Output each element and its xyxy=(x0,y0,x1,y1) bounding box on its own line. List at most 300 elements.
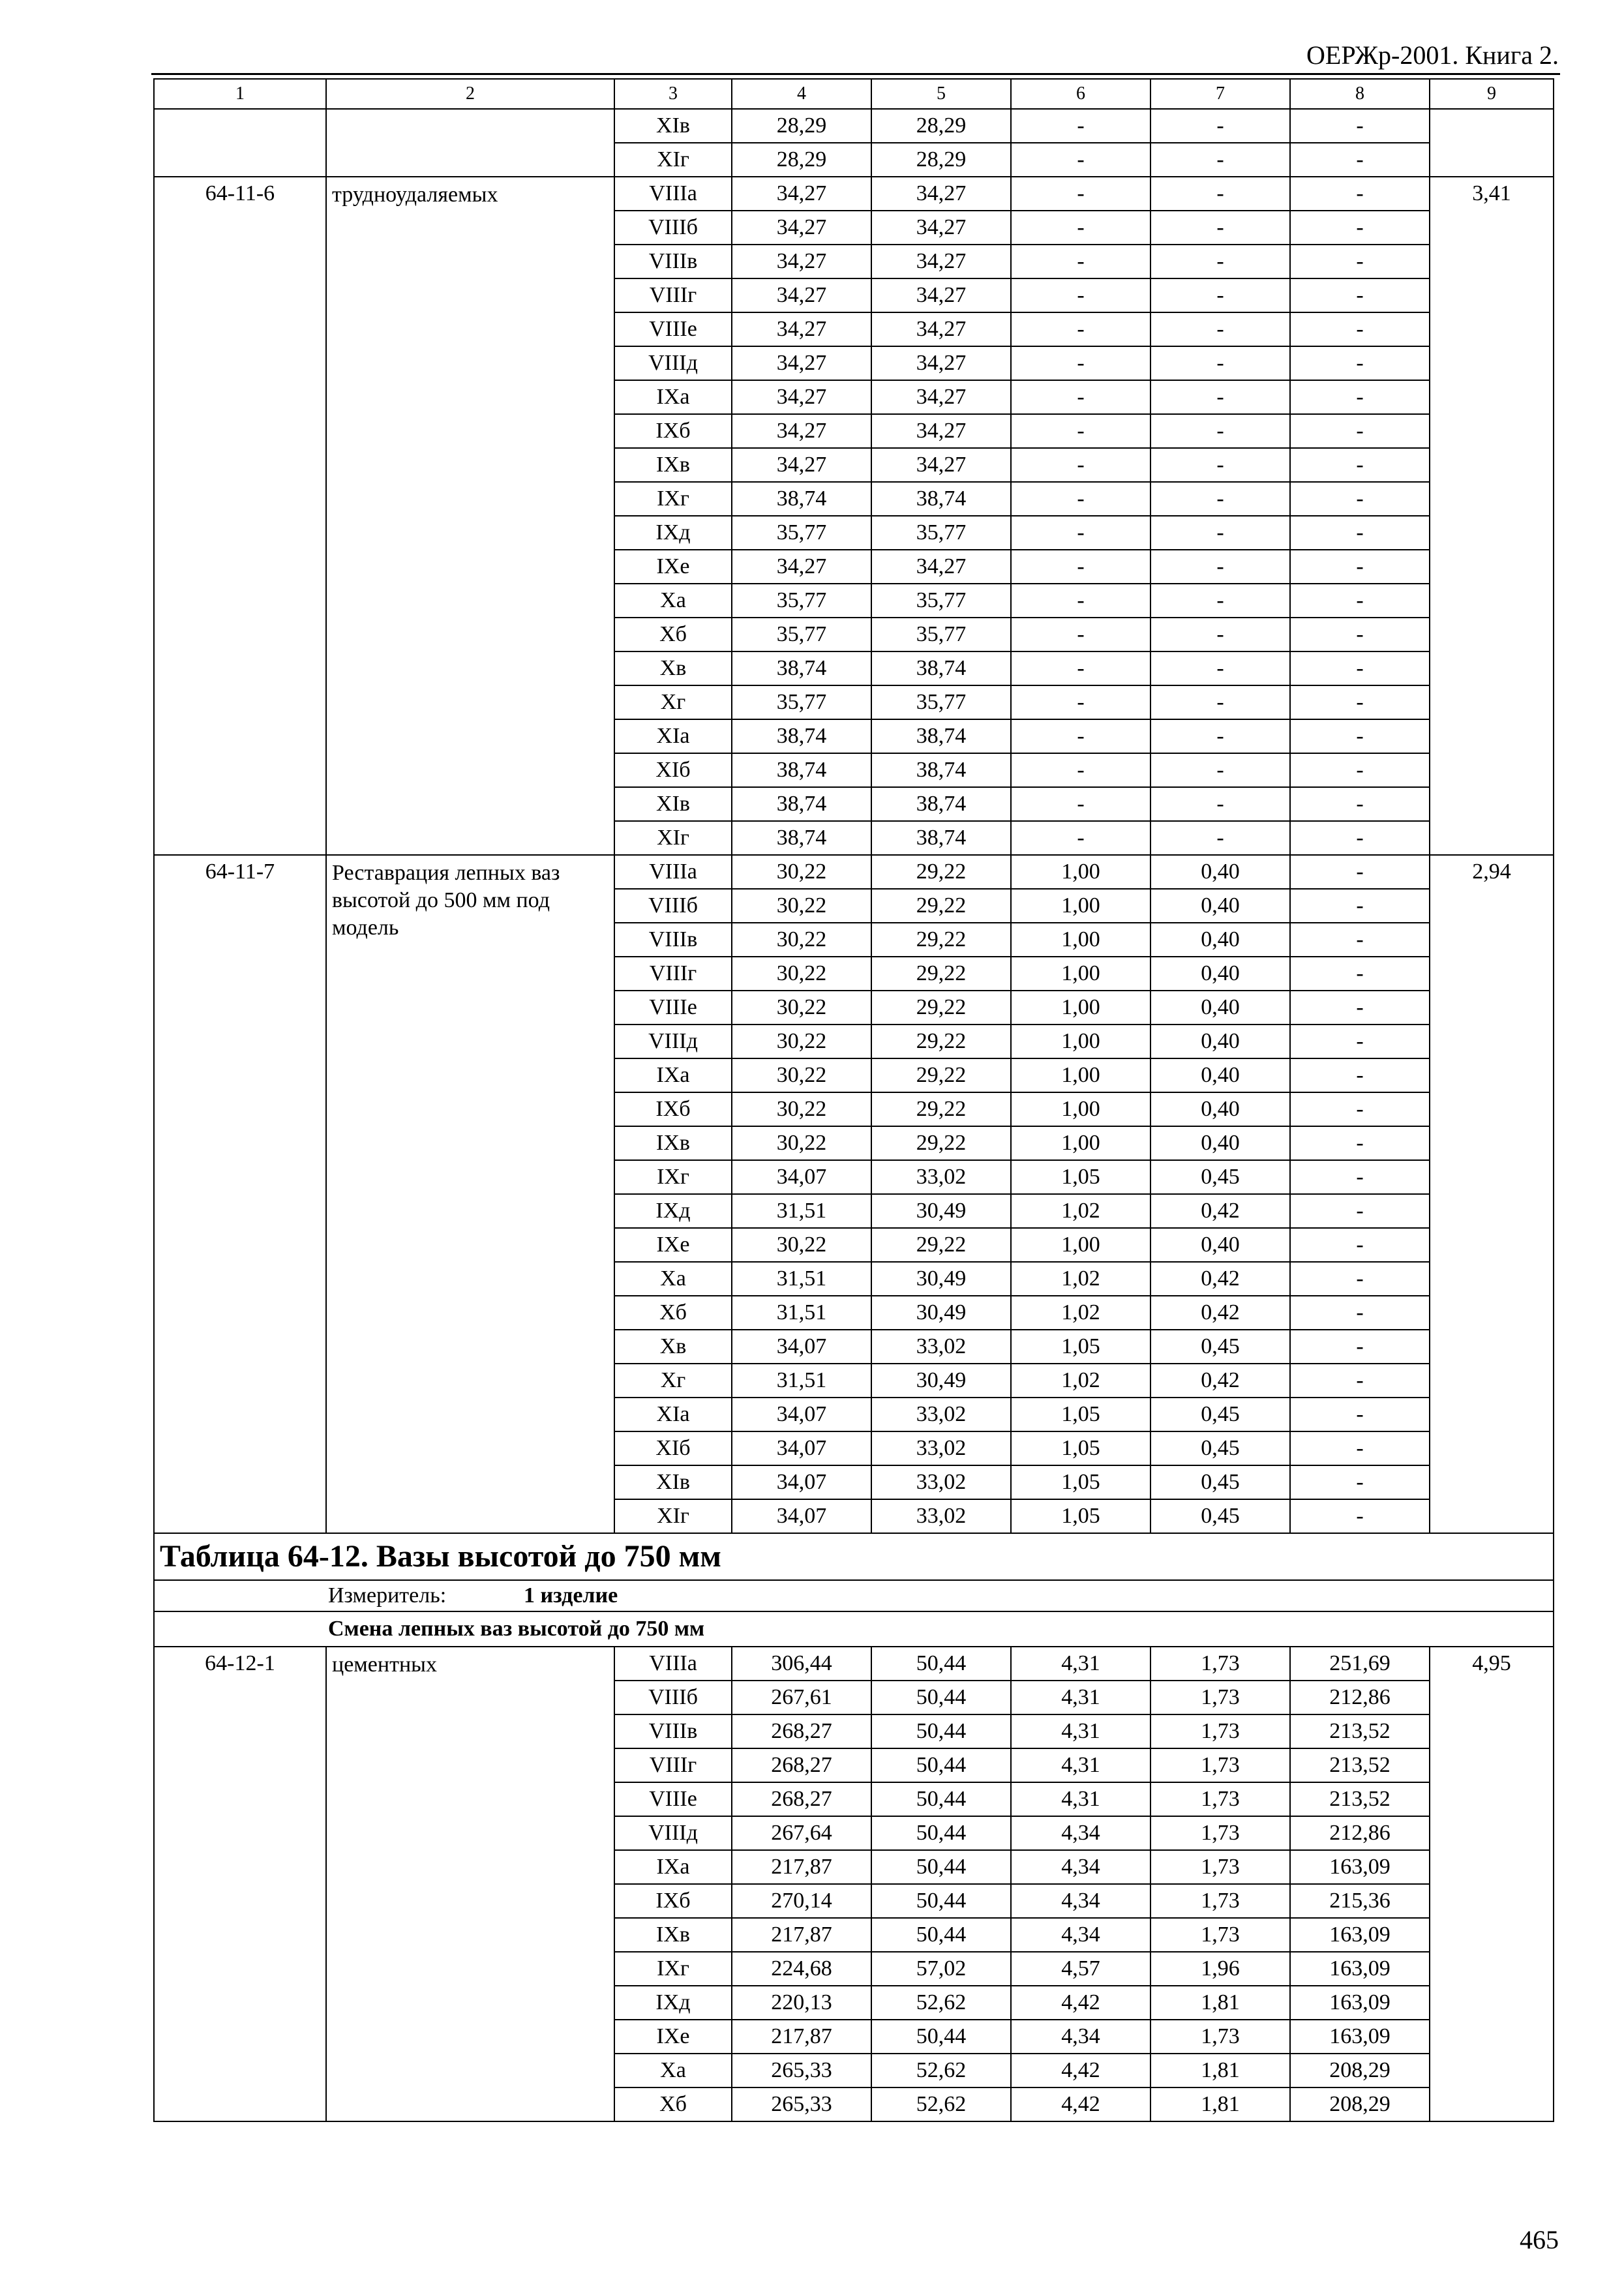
column-number: 5 xyxy=(871,79,1011,109)
value-cell: - xyxy=(1290,1025,1430,1058)
zone-cell: Xб xyxy=(614,2087,732,2121)
value-cell: 35,77 xyxy=(732,584,871,618)
value-cell: 38,74 xyxy=(732,482,871,516)
value-cell: - xyxy=(1290,1296,1430,1330)
value-cell: 34,27 xyxy=(871,211,1011,245)
value-cell: - xyxy=(1150,211,1290,245)
zone-cell: VIIIг xyxy=(614,957,732,991)
value-cell: - xyxy=(1290,1126,1430,1160)
value-cell: 0,40 xyxy=(1150,1058,1290,1092)
zone-cell: XIг xyxy=(614,1499,732,1533)
value-cell: - xyxy=(1290,211,1430,245)
value-cell: - xyxy=(1011,584,1150,618)
value-cell: 33,02 xyxy=(871,1398,1011,1431)
value-cell: 251,69 xyxy=(1290,1647,1430,1681)
value-cell: 1,73 xyxy=(1150,1714,1290,1748)
value-cell: 0,40 xyxy=(1150,855,1290,889)
column-number: 9 xyxy=(1430,79,1554,109)
value-cell: - xyxy=(1150,109,1290,143)
value-cell: 268,27 xyxy=(732,1714,871,1748)
zone-cell: IXд xyxy=(614,1194,732,1228)
rates-table xyxy=(153,78,1554,2122)
zone-cell: XIа xyxy=(614,1398,732,1431)
value-cell: 34,07 xyxy=(732,1499,871,1533)
zone-cell: Xа xyxy=(614,584,732,618)
value-cell: 34,27 xyxy=(871,448,1011,482)
value-cell: - xyxy=(1150,482,1290,516)
value-cell: 306,44 xyxy=(732,1647,871,1681)
value-cell: 34,27 xyxy=(871,312,1011,346)
value-cell: - xyxy=(1290,312,1430,346)
value-cell: - xyxy=(1290,177,1430,211)
section-title-row xyxy=(154,1611,1554,1647)
value-cell: 33,02 xyxy=(871,1431,1011,1465)
value-cell: - xyxy=(1150,787,1290,821)
value-cell: - xyxy=(1290,753,1430,787)
value-cell: 1,73 xyxy=(1150,2020,1290,2054)
value-cell: 34,27 xyxy=(732,414,871,448)
value-cell: 163,09 xyxy=(1290,1986,1430,2020)
value-cell: - xyxy=(1011,719,1150,753)
value-cell: - xyxy=(1150,753,1290,787)
value-cell: - xyxy=(1150,618,1290,651)
value-cell: 38,74 xyxy=(732,651,871,685)
value-cell: 34,27 xyxy=(732,346,871,380)
zone-cell: IXд xyxy=(614,516,732,550)
value-cell: 1,00 xyxy=(1011,1092,1150,1126)
meter-label: Измеритель: xyxy=(328,1583,447,1608)
value-cell: 34,27 xyxy=(871,346,1011,380)
value-cell: 38,74 xyxy=(871,651,1011,685)
value-cell: - xyxy=(1150,584,1290,618)
zone-cell: Xб xyxy=(614,1296,732,1330)
value-cell: 33,02 xyxy=(871,1499,1011,1533)
value-cell: 1,05 xyxy=(1011,1330,1150,1364)
value-cell: 35,77 xyxy=(871,584,1011,618)
value-cell: - xyxy=(1011,651,1150,685)
value-cell: 0,42 xyxy=(1150,1194,1290,1228)
value-cell: - xyxy=(1150,414,1290,448)
value-cell: - xyxy=(1290,685,1430,719)
value-cell: 4,34 xyxy=(1011,2020,1150,2054)
zone-cell: Xв xyxy=(614,651,732,685)
value-cell: 34,07 xyxy=(732,1465,871,1499)
value-cell: 212,86 xyxy=(1290,1816,1430,1850)
zone-cell: Xа xyxy=(614,2054,732,2087)
value-cell: 4,42 xyxy=(1011,1986,1150,2020)
zone-cell: VIIIв xyxy=(614,923,732,957)
value-cell: - xyxy=(1011,245,1150,278)
value-cell: 163,09 xyxy=(1290,1918,1430,1952)
value-cell: 29,22 xyxy=(871,957,1011,991)
value-cell: 0,40 xyxy=(1150,1025,1290,1058)
value-cell: 1,73 xyxy=(1150,1681,1290,1714)
value-cell: 1,81 xyxy=(1150,1986,1290,2020)
value-cell: - xyxy=(1150,821,1290,855)
zone-cell: Xб xyxy=(614,618,732,651)
value-cell: 215,36 xyxy=(1290,1884,1430,1918)
value-cell: - xyxy=(1290,1499,1430,1533)
value-cell: 1,73 xyxy=(1150,1850,1290,1884)
value-cell: 38,74 xyxy=(871,787,1011,821)
zone-cell: IXа xyxy=(614,380,732,414)
zone-cell: VIIIв xyxy=(614,1714,732,1748)
value-cell: 224,68 xyxy=(732,1952,871,1986)
zone-cell: IXд xyxy=(614,1986,732,2020)
value-cell: 4,34 xyxy=(1011,1816,1150,1850)
value-cell: - xyxy=(1290,821,1430,855)
value-cell: - xyxy=(1290,1194,1430,1228)
meter-cell xyxy=(154,1580,1554,1611)
value-cell: - xyxy=(1011,787,1150,821)
value-cell: 52,62 xyxy=(871,1986,1011,2020)
table-row xyxy=(154,177,1554,211)
value-cell: 0,42 xyxy=(1150,1296,1290,1330)
page-number: 465 xyxy=(1520,2225,1559,2254)
value-cell: - xyxy=(1011,753,1150,787)
value-cell: 208,29 xyxy=(1290,2054,1430,2087)
value-cell: - xyxy=(1011,109,1150,143)
value-cell: - xyxy=(1150,719,1290,753)
value-cell: - xyxy=(1290,143,1430,177)
value-cell: - xyxy=(1290,380,1430,414)
value-cell: 33,02 xyxy=(871,1330,1011,1364)
value-cell: 0,45 xyxy=(1150,1398,1290,1431)
table-row xyxy=(154,1647,1554,1681)
value-cell: 4,31 xyxy=(1011,1714,1150,1748)
zone-cell: IXг xyxy=(614,482,732,516)
value-cell: - xyxy=(1150,278,1290,312)
value-cell: 0,45 xyxy=(1150,1160,1290,1194)
value-cell: 29,22 xyxy=(871,1228,1011,1262)
zone-cell: Xг xyxy=(614,1364,732,1398)
value-cell: 50,44 xyxy=(871,1850,1011,1884)
column-number: 3 xyxy=(614,79,732,109)
rate-code: 64-12-1 xyxy=(154,1647,326,2121)
value-cell: 1,73 xyxy=(1150,1647,1290,1681)
value-cell: 4,42 xyxy=(1011,2054,1150,2087)
value-cell: 30,49 xyxy=(871,1364,1011,1398)
value-cell: - xyxy=(1011,685,1150,719)
value-cell: 0,45 xyxy=(1150,1465,1290,1499)
zone-cell: XIб xyxy=(614,753,732,787)
value-cell: - xyxy=(1290,991,1430,1025)
value-cell: 1,81 xyxy=(1150,2087,1290,2121)
value-cell: - xyxy=(1150,448,1290,482)
value-cell: - xyxy=(1290,787,1430,821)
zone-cell: VIIIг xyxy=(614,278,732,312)
value-cell: 34,27 xyxy=(732,177,871,211)
zone-cell: IXв xyxy=(614,1126,732,1160)
value-cell: 35,77 xyxy=(871,685,1011,719)
value-cell: - xyxy=(1290,1058,1430,1092)
value-cell: 0,45 xyxy=(1150,1499,1290,1533)
zone-cell: XIг xyxy=(614,821,732,855)
header-rule xyxy=(151,73,1560,75)
value-cell: 30,22 xyxy=(732,1025,871,1058)
value-cell: 0,40 xyxy=(1150,991,1290,1025)
value-cell: - xyxy=(1290,1092,1430,1126)
value-cell: - xyxy=(1150,312,1290,346)
value-cell: 1,05 xyxy=(1011,1499,1150,1533)
value-cell: 1,05 xyxy=(1011,1431,1150,1465)
value-cell: 34,27 xyxy=(871,414,1011,448)
value-cell: 38,74 xyxy=(871,753,1011,787)
value-cell: 30,22 xyxy=(732,889,871,923)
value-cell: - xyxy=(1150,550,1290,584)
value-cell: - xyxy=(1011,516,1150,550)
value-cell: 29,22 xyxy=(871,855,1011,889)
zone-cell: Xа xyxy=(614,1262,732,1296)
value-cell: 1,00 xyxy=(1011,855,1150,889)
meter-value: 1 изделие xyxy=(524,1583,618,1608)
value-cell: 35,77 xyxy=(732,516,871,550)
value-cell: 267,64 xyxy=(732,1816,871,1850)
value-cell: - xyxy=(1011,312,1150,346)
value-cell: 1,00 xyxy=(1011,957,1150,991)
value-cell: 30,49 xyxy=(871,1262,1011,1296)
value-cell: 52,62 xyxy=(871,2087,1011,2121)
value-cell: XIв xyxy=(614,109,732,143)
value-cell: 29,22 xyxy=(871,1058,1011,1092)
value-cell: 31,51 xyxy=(732,1296,871,1330)
value-cell: 265,33 xyxy=(732,2054,871,2087)
document-header: ОЕРЖр-2001. Книга 2. xyxy=(1306,40,1559,70)
column-number: 2 xyxy=(326,79,614,109)
value-cell: 30,22 xyxy=(732,1228,871,1262)
value-cell: - xyxy=(1011,414,1150,448)
value-cell: 50,44 xyxy=(871,1714,1011,1748)
value-cell: 34,27 xyxy=(871,177,1011,211)
zone-cell: IXв xyxy=(614,1918,732,1952)
value-cell: - xyxy=(1290,1465,1430,1499)
value-cell: 1,00 xyxy=(1011,991,1150,1025)
name-cell xyxy=(326,109,614,177)
value-cell: - xyxy=(1290,516,1430,550)
value-cell: - xyxy=(1290,109,1430,143)
table-title-row xyxy=(154,1533,1554,1580)
column-number: 8 xyxy=(1290,79,1430,109)
value-cell: 50,44 xyxy=(871,1918,1011,1952)
zone-cell: IXб xyxy=(614,1092,732,1126)
value-cell: 1,00 xyxy=(1011,1126,1150,1160)
value-cell: 34,27 xyxy=(732,245,871,278)
value-cell: - xyxy=(1290,957,1430,991)
column-number-row xyxy=(154,79,1554,109)
value-cell: - xyxy=(1290,1364,1430,1398)
value-cell: 1,05 xyxy=(1011,1465,1150,1499)
zone-cell: Xв xyxy=(614,1330,732,1364)
value-cell: 4,34 xyxy=(1011,1850,1150,1884)
value-cell: 29,22 xyxy=(871,991,1011,1025)
value-cell: - xyxy=(1290,448,1430,482)
value-cell: 34,07 xyxy=(732,1330,871,1364)
value-cell: 1,00 xyxy=(1011,1025,1150,1058)
value-cell: 34,27 xyxy=(732,278,871,312)
value-cell: 30,49 xyxy=(871,1296,1011,1330)
value-cell: 212,86 xyxy=(1290,1681,1430,1714)
value-cell: 34,27 xyxy=(871,550,1011,584)
value-cell: 28,29 xyxy=(732,143,871,177)
zone-cell: VIIIб xyxy=(614,211,732,245)
value-cell: 34,07 xyxy=(732,1160,871,1194)
rate-code: 64-11-7 xyxy=(154,855,326,1533)
zone-cell: VIIIд xyxy=(614,1025,732,1058)
zone-cell: VIIIа xyxy=(614,1647,732,1681)
meter-row xyxy=(154,1580,1554,1611)
zone-cell: IXг xyxy=(614,1160,732,1194)
value-cell: 1,73 xyxy=(1150,1748,1290,1782)
value-cell: - xyxy=(1290,550,1430,584)
zone-cell: Xг xyxy=(614,685,732,719)
value-cell: - xyxy=(1011,821,1150,855)
value-cell: 30,22 xyxy=(732,957,871,991)
col9-value: 3,41 xyxy=(1430,177,1554,855)
value-cell: 29,22 xyxy=(871,889,1011,923)
value-cell: 208,29 xyxy=(1290,2087,1430,2121)
section-title: Смена лепных ваз высотой до 750 мм xyxy=(154,1611,1554,1647)
value-cell: 38,74 xyxy=(871,821,1011,855)
value-cell: - xyxy=(1290,1228,1430,1262)
value-cell: 31,51 xyxy=(732,1262,871,1296)
zone-cell: IXа xyxy=(614,1058,732,1092)
value-cell: 35,77 xyxy=(732,618,871,651)
col9-value: 4,95 xyxy=(1430,1647,1554,2121)
value-cell: 265,33 xyxy=(732,2087,871,2121)
value-cell: 30,22 xyxy=(732,923,871,957)
value-cell: 1,00 xyxy=(1011,1058,1150,1092)
value-cell: 34,07 xyxy=(732,1398,871,1431)
zone-cell: XIв xyxy=(614,787,732,821)
zone-cell: VIIIб xyxy=(614,889,732,923)
value-cell: 30,22 xyxy=(732,855,871,889)
value-cell: 4,31 xyxy=(1011,1782,1150,1816)
value-cell: 270,14 xyxy=(732,1884,871,1918)
value-cell: 163,09 xyxy=(1290,1952,1430,1986)
value-cell: - xyxy=(1290,1431,1430,1465)
value-cell: 35,77 xyxy=(732,685,871,719)
zone-cell: IXв xyxy=(614,448,732,482)
zone-cell: IXа xyxy=(614,1850,732,1884)
value-cell: - xyxy=(1011,482,1150,516)
value-cell: 4,31 xyxy=(1011,1748,1150,1782)
value-cell: 1,73 xyxy=(1150,1782,1290,1816)
value-cell: 267,61 xyxy=(732,1681,871,1714)
zone-cell: XIв xyxy=(614,1465,732,1499)
value-cell: 0,40 xyxy=(1150,889,1290,923)
value-cell: 1,02 xyxy=(1011,1296,1150,1330)
value-cell: 4,34 xyxy=(1011,1918,1150,1952)
zone-cell: XIб xyxy=(614,1431,732,1465)
value-cell: - xyxy=(1150,143,1290,177)
value-cell: 34,27 xyxy=(871,278,1011,312)
value-cell: 1,02 xyxy=(1011,1262,1150,1296)
value-cell: 4,34 xyxy=(1011,1884,1150,1918)
value-cell: 29,22 xyxy=(871,1126,1011,1160)
column-number: 4 xyxy=(732,79,871,109)
value-cell: - xyxy=(1290,1398,1430,1431)
value-cell: 28,29 xyxy=(871,109,1011,143)
value-cell: - xyxy=(1290,1262,1430,1296)
value-cell: 50,44 xyxy=(871,1816,1011,1850)
value-cell: 163,09 xyxy=(1290,1850,1430,1884)
value-cell: 0,40 xyxy=(1150,1228,1290,1262)
value-cell: - xyxy=(1290,482,1430,516)
value-cell: 0,40 xyxy=(1150,923,1290,957)
value-cell: 1,02 xyxy=(1011,1194,1150,1228)
value-cell: 28,29 xyxy=(732,109,871,143)
value-cell: 52,62 xyxy=(871,2054,1011,2087)
value-cell: - xyxy=(1150,177,1290,211)
value-cell: 1,73 xyxy=(1150,1884,1290,1918)
value-cell: 35,77 xyxy=(871,618,1011,651)
value-cell: 38,74 xyxy=(871,482,1011,516)
value-cell: - xyxy=(1011,143,1150,177)
zone-cell: VIIIб xyxy=(614,1681,732,1714)
zone-cell: IXе xyxy=(614,2020,732,2054)
value-cell: 0,42 xyxy=(1150,1262,1290,1296)
value-cell: 34,27 xyxy=(732,380,871,414)
value-cell: - xyxy=(1290,889,1430,923)
value-cell: XIг xyxy=(614,143,732,177)
zone-cell: IXг xyxy=(614,1952,732,1986)
value-cell: - xyxy=(1290,346,1430,380)
value-cell: 50,44 xyxy=(871,2020,1011,2054)
value-cell: - xyxy=(1150,651,1290,685)
value-cell: 38,74 xyxy=(732,787,871,821)
value-cell: 50,44 xyxy=(871,1681,1011,1714)
value-cell: 220,13 xyxy=(732,1986,871,2020)
value-cell: 34,27 xyxy=(732,211,871,245)
value-cell: - xyxy=(1290,414,1430,448)
value-cell: 213,52 xyxy=(1290,1714,1430,1748)
col9-value: 2,94 xyxy=(1430,855,1554,1533)
value-cell: - xyxy=(1011,448,1150,482)
table-title: Таблица 64-12. Вазы высотой до 750 мм xyxy=(154,1533,1554,1580)
value-cell: 0,45 xyxy=(1150,1431,1290,1465)
value-cell: 50,44 xyxy=(871,1748,1011,1782)
value-cell: 217,87 xyxy=(732,2020,871,2054)
value-cell: - xyxy=(1290,584,1430,618)
value-cell: 34,27 xyxy=(871,380,1011,414)
work-name: Реставрация лепных ваз высотой до 500 мм под модель xyxy=(326,855,614,1533)
zone-cell: VIIIа xyxy=(614,177,732,211)
zone-cell: VIIIг xyxy=(614,1748,732,1782)
value-cell: 29,22 xyxy=(871,1025,1011,1058)
value-cell: 1,00 xyxy=(1011,1228,1150,1262)
value-cell: 50,44 xyxy=(871,1884,1011,1918)
value-cell: 34,27 xyxy=(732,448,871,482)
value-cell: 0,40 xyxy=(1150,957,1290,991)
value-cell: - xyxy=(1290,923,1430,957)
value-cell: 50,44 xyxy=(871,1782,1011,1816)
value-cell: - xyxy=(1290,278,1430,312)
value-cell: - xyxy=(1150,380,1290,414)
table-row xyxy=(154,109,1554,143)
zone-cell: IXб xyxy=(614,1884,732,1918)
value-cell: 1,00 xyxy=(1011,889,1150,923)
value-cell: - xyxy=(1011,618,1150,651)
value-cell: 50,44 xyxy=(871,1647,1011,1681)
value-cell: 217,87 xyxy=(732,1918,871,1952)
rate-code: 64-11-6 xyxy=(154,177,326,855)
value-cell: 33,02 xyxy=(871,1465,1011,1499)
code-cell xyxy=(154,109,326,177)
value-cell: 31,51 xyxy=(732,1194,871,1228)
value-cell: 34,27 xyxy=(732,312,871,346)
zone-cell: VIIIа xyxy=(614,855,732,889)
value-cell: - xyxy=(1150,346,1290,380)
